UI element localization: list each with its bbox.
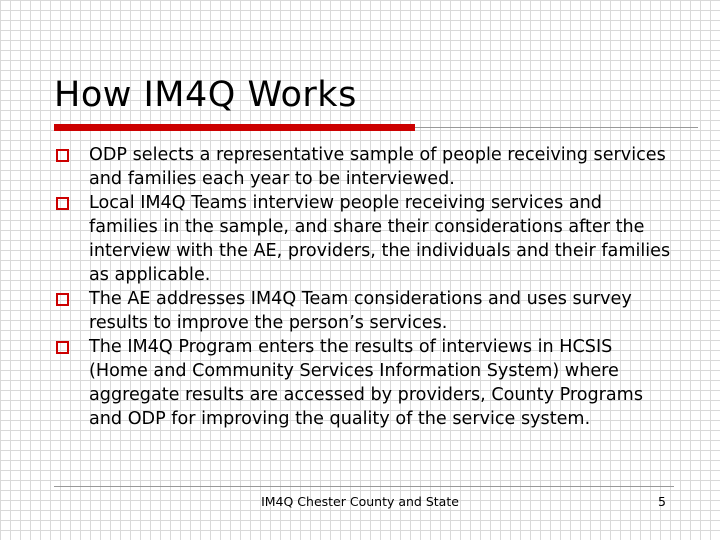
bullet-item [54, 143, 674, 191]
bullet-item [54, 335, 674, 431]
square-bullet-icon [56, 293, 69, 306]
title-divider-line [415, 127, 698, 128]
bullet-item [54, 287, 674, 335]
bullet-text: The IM4Q Program enters the results of interviews in HCSIS (Home and Community Services Information System) where aggregate results are accessed by providers, County Programs and ODP for improving the quality of the service system. [89, 337, 643, 429]
bullet-text: Local IM4Q Teams interview people receiving services and families in the sample, and share their considerations after the interview with the AE, providers, the individuals and their families as applicable. [89, 193, 671, 285]
bullet-item [54, 191, 674, 287]
footer-text: IM4Q Chester County and State [261, 494, 459, 509]
title-accent-bar [54, 124, 415, 131]
bullet-text: The AE addresses IM4Q Team considerations and uses survey results to improve the person’s services. [89, 289, 632, 333]
square-bullet-icon [56, 197, 69, 210]
bullet-text: ODP selects a representative sample of people receiving services and families each year to be interviewed. [89, 145, 666, 189]
square-bullet-icon [56, 341, 69, 354]
slide-title: How IM4Q Works [54, 75, 357, 115]
square-bullet-icon [56, 149, 69, 162]
page-number: 5 [658, 494, 666, 509]
bullet-list [54, 143, 674, 431]
footer-divider-line [54, 486, 674, 487]
